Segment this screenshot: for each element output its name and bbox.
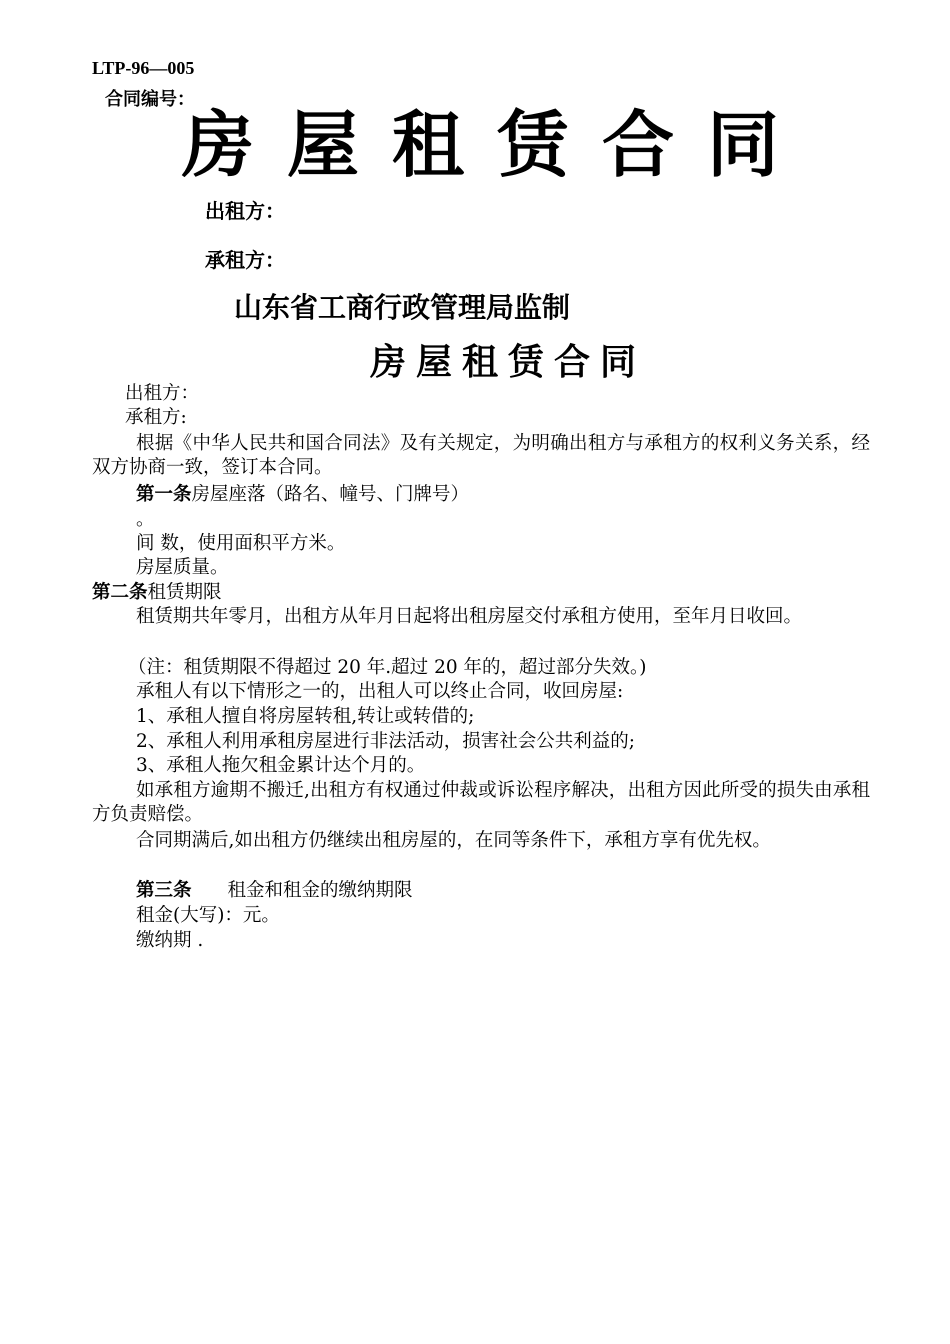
article-1-line2: 。 [136, 509, 155, 530]
body-lessee: 承租方: [125, 407, 187, 428]
supervisor-text: 山东省工商行政管理局监制 [234, 291, 571, 324]
article-2-item2: 2、承租人利用承租房屋进行非法活动，损害社会公共利益的; [136, 731, 636, 752]
article-2-note: （注：租赁期限不得超过 20 年.超过 20 年的，超过部分失效。) [128, 657, 647, 678]
article-2-p4: 合同期满后,如出租方仍继续出租房屋的，在同等条件下，承租方享有优先权。 [136, 830, 771, 851]
article-2-p2: 承租人有以下情形之一的，出租人可以终止合同，收回房屋: [136, 681, 624, 702]
article-3-payment: 缴纳期 . [136, 930, 204, 951]
contract-number-label: 合同编号： [105, 89, 195, 110]
article-3-text: 租金和租金的缴纳期限 [227, 880, 413, 901]
cover-lessee-label: 承租方： [205, 248, 285, 272]
article-2 [92, 581, 222, 605]
article-1-text: 房屋座落（路名、幢号、门牌号） [191, 484, 470, 505]
article-2-p3: 如承租方逾期不搬迁,出租方有权通过仲裁或诉讼程序解决，出租方因此所受的损失由承租方负责赔偿。 [92, 780, 870, 825]
body-title: 房屋租赁合同 [370, 342, 647, 383]
document-code: LTP-96—005 [92, 58, 195, 78]
article-1-line4: 房屋质量。 [136, 557, 229, 578]
article-2-text: 租赁期限 [147, 582, 222, 603]
article-2-p1: 租赁期共年零月，出租方从年月日起将出租房屋交付承租方使用，至年月日收回。 [136, 606, 803, 627]
article-3-rent: 租金(大写)：元。 [136, 905, 280, 926]
article-2-heading: 第二条 [92, 582, 148, 603]
article-3-heading: 第三条 [136, 880, 192, 901]
article-3 [136, 879, 413, 903]
cover-title: 房屋租赁合同 [182, 103, 813, 187]
cover-lessor-label: 出租方： [205, 199, 285, 223]
article-2-item1: 1、承租人擅自将房屋转租,转让或转借的; [136, 706, 475, 727]
body-lessor: 出租方： [125, 383, 200, 404]
article-1-heading: 第一条 [136, 484, 192, 505]
preamble: 根据《中华人民共和国合同法》及有关规定，为明确出租方与承租方的权利义务关系，经双方协商一致，签订本合同。 [92, 433, 870, 478]
article-1-line3: 间 数，使用面积平方米。 [136, 533, 346, 554]
article-2-item3: 3、承租人拖欠租金累计达个月的。 [136, 755, 426, 776]
article-1 [136, 483, 469, 507]
